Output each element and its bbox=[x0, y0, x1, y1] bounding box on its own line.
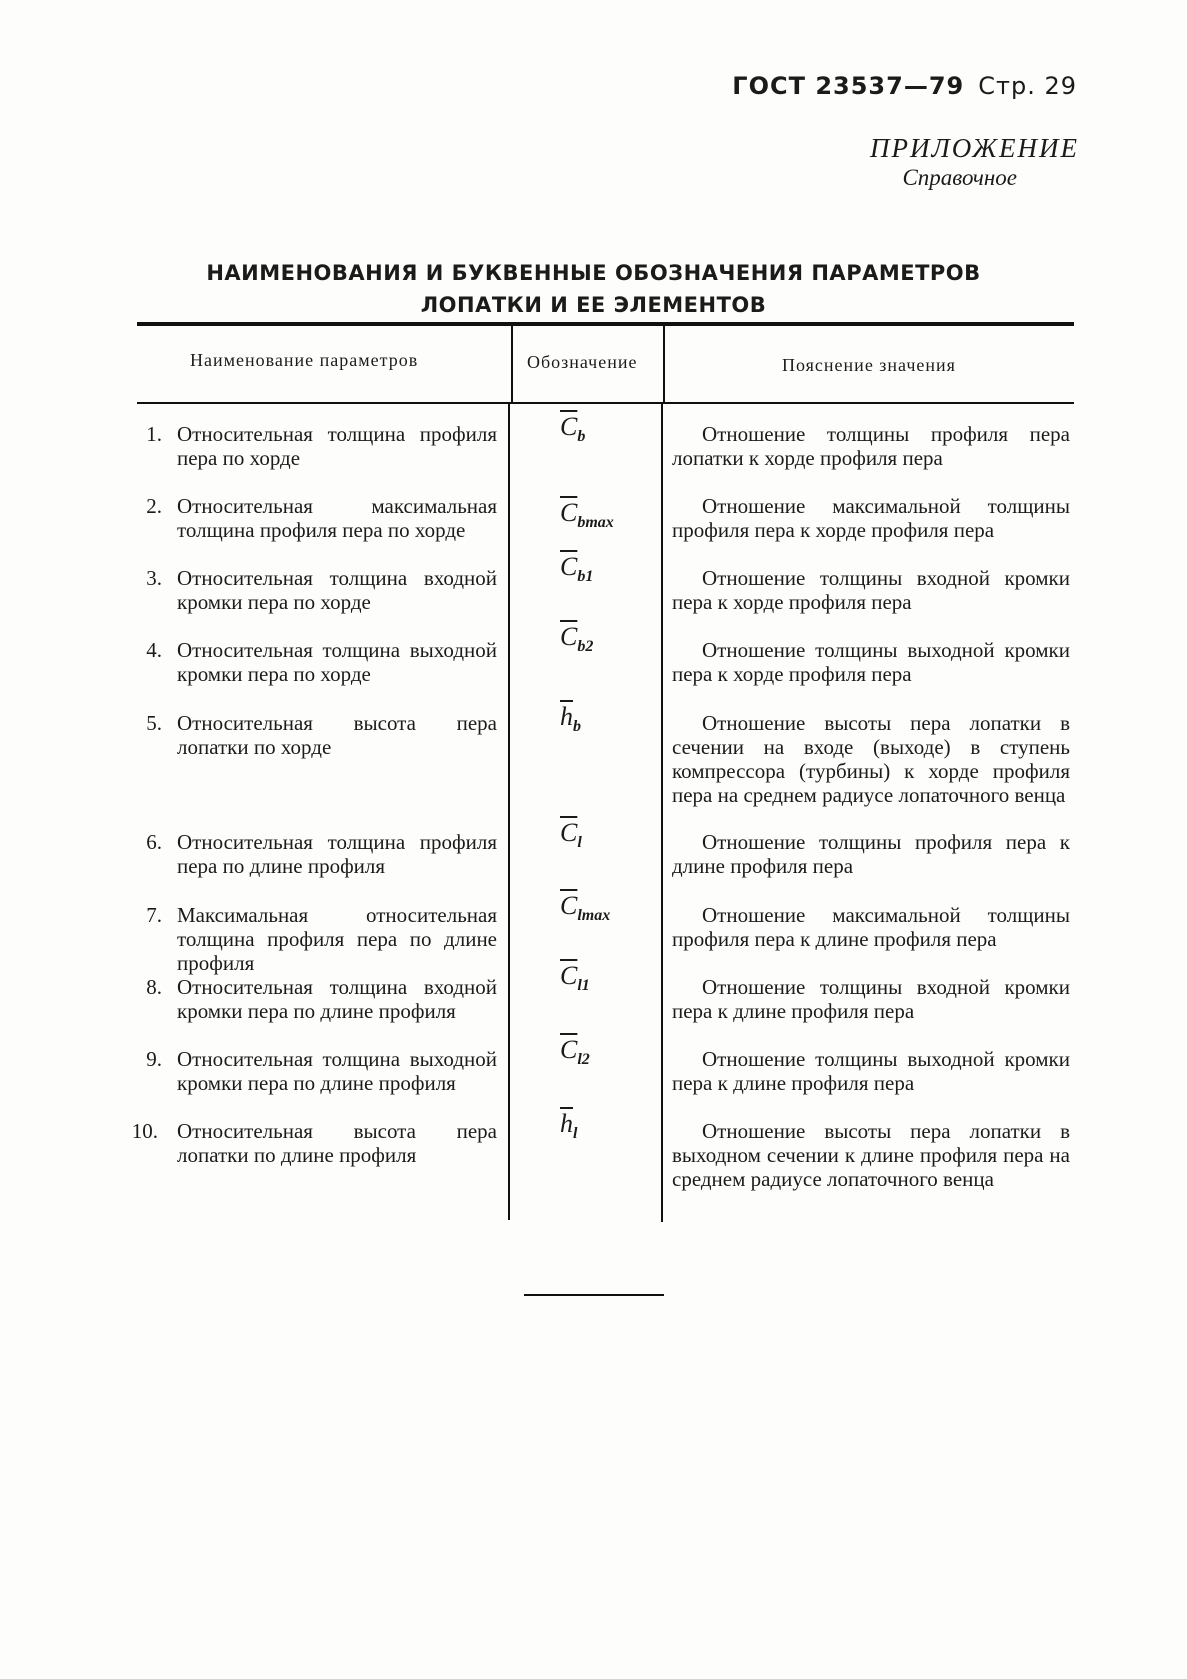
parameter-name: Относительная толщина профиля пера по хорде bbox=[177, 422, 497, 470]
row-number: 2. bbox=[146, 494, 162, 518]
parameter-symbol bbox=[560, 818, 582, 852]
header-explanation: Пояснение значения bbox=[782, 355, 956, 375]
table-header-rule bbox=[137, 402, 1074, 404]
row-number: 10. bbox=[131, 1119, 158, 1143]
parameter-explanation: Отношение толщины профиля пера к длине профиля пера bbox=[672, 830, 1070, 878]
end-rule bbox=[524, 1294, 664, 1296]
parameter-name: Максимальная относительная толщина профиля пера по длине профиля bbox=[177, 903, 497, 975]
page-header bbox=[732, 72, 1077, 100]
symbol-subscript: lmax bbox=[577, 907, 611, 924]
row-number: 6. bbox=[146, 830, 162, 854]
header-name: Наименование параметров bbox=[190, 350, 419, 370]
header-divider-2 bbox=[663, 324, 665, 402]
title-line-2: ЛОПАТКИ И ЕЕ ЭЛЕМЕНТОВ bbox=[420, 293, 767, 317]
row-number: 8. bbox=[146, 975, 162, 999]
page-number: Стр. 29 bbox=[978, 72, 1077, 100]
appendix-title: ПРИЛОЖЕНИЕ bbox=[870, 133, 1079, 163]
header-divider-1 bbox=[511, 324, 513, 402]
parameter-symbol bbox=[560, 498, 614, 532]
symbol-letter: $\overline{C}$ bbox=[560, 552, 578, 581]
parameter-symbol bbox=[560, 891, 610, 925]
symbol-subscript: b2 bbox=[577, 638, 594, 655]
parameter-symbol bbox=[560, 702, 581, 736]
symbol-letter: $\overline{C}$ bbox=[560, 891, 578, 920]
parameter-symbol bbox=[560, 622, 593, 656]
symbol-subscript: l1 bbox=[577, 977, 590, 994]
parameter-explanation: Отношение высоты пера лопатки в выходном сечении к длине профиля пера на среднем радиусе лопаточного венца bbox=[672, 1119, 1070, 1191]
symbol-subscript: b bbox=[573, 718, 581, 735]
parameter-explanation: Отношение максимальной толщины профиля пера к хорде профиля пера bbox=[672, 494, 1070, 542]
table-top-rule bbox=[137, 322, 1074, 326]
symbol-letter: $\overline{C}$ bbox=[560, 498, 578, 527]
symbol-letter: $\overline{C}$ bbox=[560, 818, 578, 847]
symbol-subscript: b bbox=[577, 428, 586, 445]
parameter-name: Относительная максимальная толщина профиля пера по хорде bbox=[177, 494, 497, 542]
header-symbol: Обозначение bbox=[527, 352, 638, 372]
parameter-explanation: Отношение максимальной толщины профиля пера к длине профиля пера bbox=[672, 903, 1070, 951]
parameter-symbol bbox=[560, 1035, 590, 1069]
row-number: 4. bbox=[146, 638, 162, 662]
parameter-symbol bbox=[560, 961, 590, 995]
row-number: 1. bbox=[146, 422, 162, 446]
appendix-subtitle: Справочное bbox=[902, 165, 1017, 190]
symbol-subscript: b1 bbox=[577, 568, 594, 585]
parameter-name: Относительная толщина входной кромки пера по длине профиля bbox=[177, 975, 497, 1023]
parameter-explanation: Отношение толщины входной кромки пера к хорде профиля пера bbox=[672, 566, 1070, 614]
symbol-letter: $\overline{C}$ bbox=[560, 1035, 578, 1064]
symbol-subscript: l bbox=[573, 1125, 578, 1142]
parameter-name: Относительная высота пера лопатки по длине профиля bbox=[177, 1119, 497, 1167]
symbol-subscript: bmax bbox=[577, 514, 614, 531]
symbol-letter: $\overline{C}$ bbox=[560, 961, 578, 990]
parameter-explanation: Отношение толщины выходной кромки пера к длине профиля пера bbox=[672, 1047, 1070, 1095]
symbol-subscript: l bbox=[577, 834, 582, 851]
row-number: 5. bbox=[146, 711, 162, 735]
parameter-symbol bbox=[560, 412, 585, 446]
symbol-letter: $\overline{h}$ bbox=[560, 1109, 573, 1138]
parameter-symbol bbox=[560, 552, 593, 586]
standard-number: ГОСТ 23537—79 bbox=[732, 72, 965, 100]
row-number: 9. bbox=[146, 1047, 162, 1071]
parameter-explanation: Отношение толщины выходной кромки пера к хорде профиля пера bbox=[672, 638, 1070, 686]
title-line-1: НАИМЕНОВАНИЯ И БУКВЕННЫЕ ОБОЗНАЧЕНИЯ ПАРАМЕТРОВ bbox=[206, 261, 981, 285]
symbol-letter: $\overline{C}$ bbox=[560, 622, 578, 651]
symbol-subscript: l2 bbox=[577, 1051, 590, 1068]
parameter-explanation: Отношение толщины профиля пера лопатки к хорде профиля пера bbox=[672, 422, 1070, 470]
parameter-name: Относительная толщина входной кромки пера по хорде bbox=[177, 566, 497, 614]
parameter-name: Относительная толщина профиля пера по длине профиля bbox=[177, 830, 497, 878]
parameter-symbol bbox=[560, 1109, 577, 1143]
symbol-letter: $\overline{C}$ bbox=[560, 412, 578, 441]
row-number: 7. bbox=[146, 903, 162, 927]
column-divider-1 bbox=[508, 404, 510, 1220]
symbol-letter: $\overline{h}$ bbox=[560, 702, 573, 731]
column-divider-2 bbox=[661, 404, 663, 1222]
row-number: 3. bbox=[146, 566, 162, 590]
parameter-name: Относительная толщина выходной кромки пера по длине профиля bbox=[177, 1047, 497, 1095]
document-title bbox=[0, 257, 1187, 321]
parameter-explanation: Отношение толщины входной кромки пера к длине профиля пера bbox=[672, 975, 1070, 1023]
parameter-name: Относительная высота пера лопатки по хорде bbox=[177, 711, 497, 759]
parameter-name: Относительная толщина выходной кромки пера по хорде bbox=[177, 638, 497, 686]
parameter-explanation: Отношение высоты пера лопатки в сечении на входе (выходе) в ступень компрессора (турбины) к хорде профиля пера на среднем радиусе лопаточного венца bbox=[672, 711, 1070, 807]
